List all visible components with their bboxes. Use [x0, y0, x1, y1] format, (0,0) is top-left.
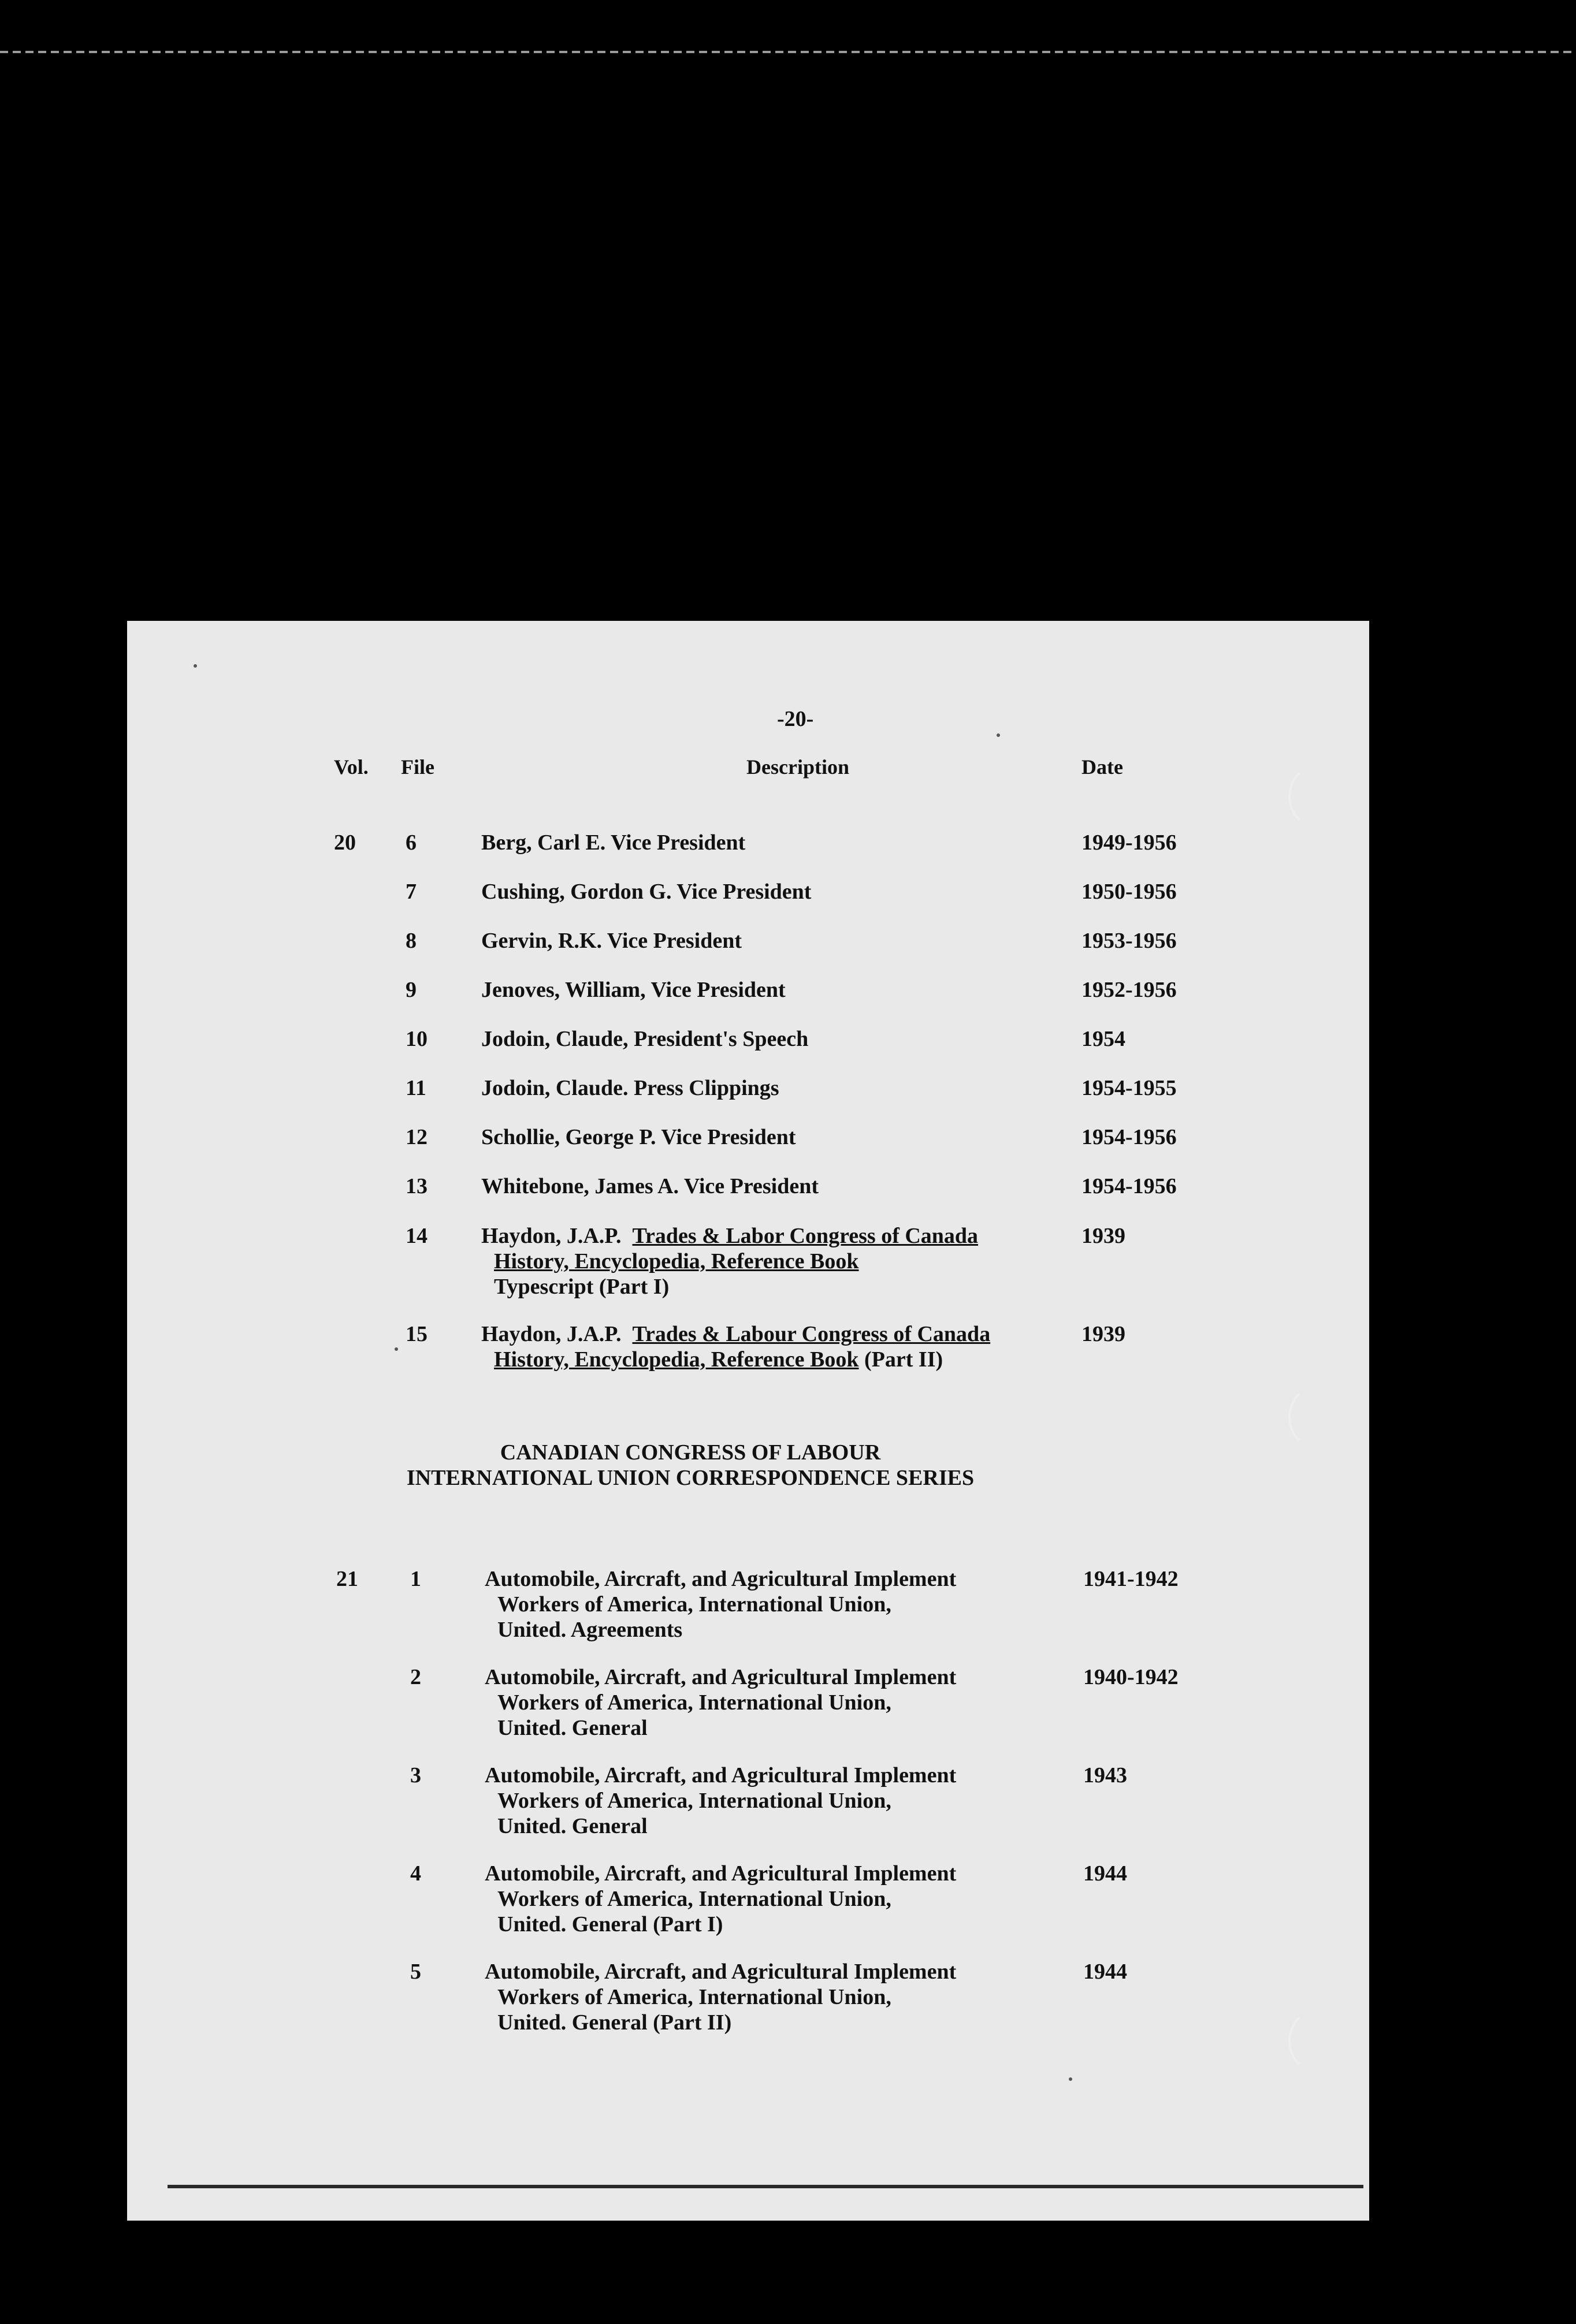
- file-number: 13: [406, 1174, 428, 1198]
- header-date: Date: [1081, 755, 1123, 779]
- file-date: 1939: [1081, 1322, 1125, 1346]
- file-number: 15: [406, 1322, 428, 1346]
- bottom-rule: [168, 2185, 1363, 2188]
- scan-speck: [194, 664, 197, 668]
- section-title-line: INTERNATIONAL UNION CORRESPONDENCE SERIES: [406, 1466, 975, 1490]
- file-number: 11: [406, 1076, 426, 1100]
- scan-speck: [997, 733, 1000, 737]
- description-line: Workers of America, International Union,: [497, 1789, 891, 1813]
- description-line: Typescript (Part I): [494, 1275, 670, 1299]
- file-number: 6: [406, 830, 417, 855]
- volume-number: 21: [336, 1567, 358, 1591]
- file-date: 1953-1956: [1081, 929, 1177, 953]
- description-line: Workers of America, International Union,: [497, 1690, 891, 1715]
- file-date: 1954: [1081, 1027, 1125, 1051]
- author-name: Haydon, J.A.P.: [481, 1224, 622, 1248]
- file-number: 8: [406, 929, 417, 953]
- file-number: 7: [406, 880, 417, 904]
- file-number: 14: [406, 1224, 428, 1248]
- book-title: Trades & Labor Congress of Canada: [632, 1224, 979, 1248]
- description-line: Automobile, Aircraft, and Agricultural Implement: [485, 1567, 957, 1591]
- description-line: Automobile, Aircraft, and Agricultural Implement: [485, 1763, 957, 1787]
- file-number: 9: [406, 978, 417, 1002]
- document-page: [127, 621, 1369, 2221]
- file-description: [485, 1959, 956, 2035]
- file-date: 1954-1955: [1081, 1076, 1177, 1100]
- section-title-line: CANADIAN CONGRESS OF LABOUR: [500, 1440, 881, 1465]
- part-label: (Part II): [864, 1347, 943, 1372]
- file-date: 1944: [1083, 1960, 1127, 1984]
- header-vol: Vol.: [334, 755, 369, 779]
- file-number: 1: [410, 1567, 421, 1591]
- file-description: Whitebone, James A. Vice President: [481, 1174, 819, 1198]
- description-line: Automobile, Aircraft, and Agricultural Implement: [485, 1861, 957, 1886]
- file-description: [481, 1223, 978, 1299]
- file-number: 12: [406, 1125, 428, 1149]
- file-number: 5: [410, 1960, 421, 1984]
- file-description: Schollie, George P. Vice President: [481, 1125, 796, 1149]
- file-date: 1952-1956: [1081, 978, 1177, 1002]
- book-title-continued: History, Encyclopedia, Reference Book: [494, 1347, 859, 1372]
- file-description: Jenoves, William, Vice President: [481, 978, 786, 1002]
- file-date: 1949-1956: [1081, 830, 1177, 855]
- book-title: Trades & Labour Congress of Canada: [632, 1322, 991, 1346]
- description-line: Workers of America, International Union,: [497, 1887, 891, 1911]
- file-description: [485, 1763, 956, 1839]
- book-title-continued: History, Encyclopedia, Reference Book: [494, 1249, 859, 1273]
- description-line: Automobile, Aircraft, and Agricultural Implement: [485, 1665, 957, 1689]
- file-date: 1954-1956: [1081, 1125, 1177, 1149]
- description-line: United. General: [497, 1716, 648, 1740]
- file-date: 1940-1942: [1083, 1665, 1179, 1689]
- file-date: 1954-1956: [1081, 1174, 1177, 1198]
- file-description: [485, 1861, 956, 1937]
- description-line: Workers of America, International Union,: [497, 1592, 891, 1617]
- volume-number: 20: [334, 830, 356, 855]
- header-description: Description: [746, 755, 849, 779]
- section-title: [127, 1440, 1254, 1491]
- file-number: 10: [406, 1027, 428, 1051]
- file-description: Jodoin, Claude. Press Clippings: [481, 1076, 779, 1100]
- file-date: 1939: [1081, 1224, 1125, 1248]
- description-line: United. Agreements: [497, 1618, 683, 1642]
- file-number: 3: [410, 1763, 421, 1787]
- file-description: Cushing, Gordon G. Vice President: [481, 880, 812, 904]
- description-line: United. General: [497, 1814, 648, 1838]
- file-description: Berg, Carl E. Vice President: [481, 830, 746, 855]
- author-name: Haydon, J.A.P.: [481, 1322, 622, 1346]
- binder-hole-mark: [1288, 762, 1356, 830]
- scan-speck: [395, 1347, 398, 1351]
- scan-speck: [1069, 2077, 1072, 2081]
- header-file: File: [401, 755, 434, 779]
- description-line: United. General (Part II): [497, 2010, 732, 2035]
- file-description: Jodoin, Claude, President's Speech: [481, 1027, 809, 1051]
- file-description: [485, 1664, 956, 1741]
- file-date: 1944: [1083, 1861, 1127, 1886]
- film-top-edge: [0, 51, 1576, 53]
- file-description: Gervin, R.K. Vice President: [481, 929, 742, 953]
- file-number: 4: [410, 1861, 421, 1886]
- binder-hole-mark: [1288, 2007, 1356, 2075]
- file-number: 2: [410, 1665, 421, 1689]
- page-number: -20-: [777, 707, 814, 731]
- file-date: 1950-1956: [1081, 880, 1177, 904]
- binder-hole-mark: [1288, 1383, 1356, 1451]
- description-line: Workers of America, International Union,: [497, 1985, 891, 2009]
- file-description: [481, 1321, 990, 1372]
- file-date: 1941-1942: [1083, 1567, 1179, 1591]
- description-line: United. General (Part I): [497, 1912, 723, 1936]
- description-line: Automobile, Aircraft, and Agricultural Implement: [485, 1960, 957, 1984]
- file-description: [485, 1566, 956, 1643]
- file-date: 1943: [1083, 1763, 1127, 1787]
